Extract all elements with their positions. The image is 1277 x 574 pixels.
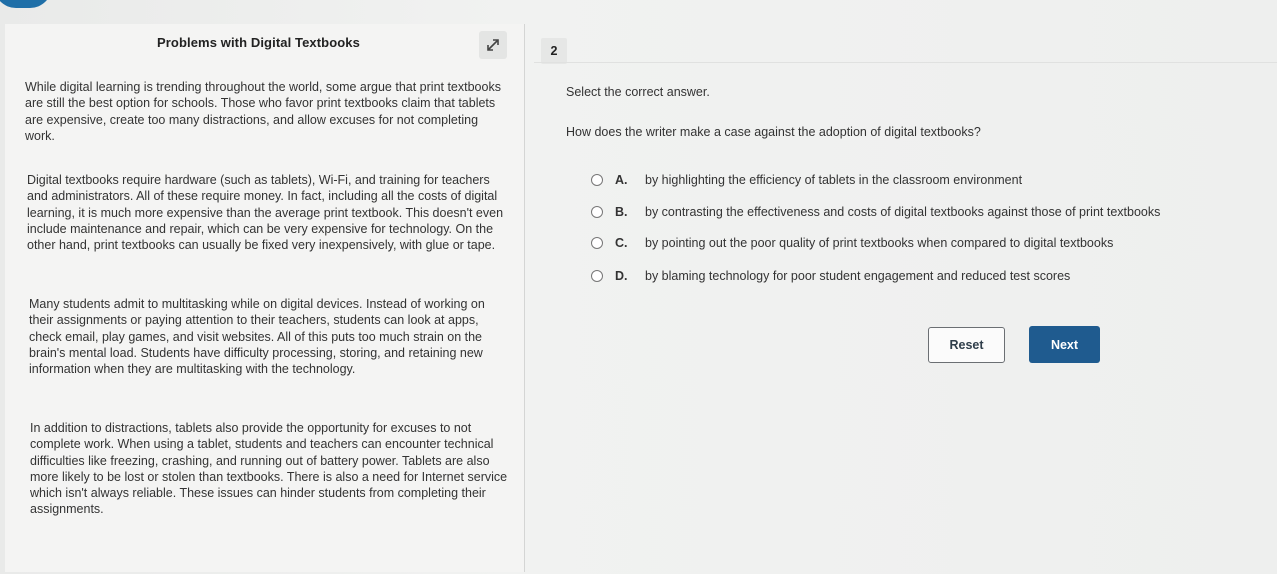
option-letter: A. [615,173,628,187]
question-number: 2 [541,38,567,64]
option-letter: C. [615,236,628,250]
passage-paragraph: While digital learning is trending throughout the world, some argue that print textbooks are still the best option for schools. Those who favor print textbooks claim that tablets are expensive, create too many distractions, and allow excuses for not completing work. [25,80,501,143]
passage-paragraph: Many students admit to multitasking while on digital devices. Instead of working on their assignments or paying attention to their teachers, students can look at apps, check email, play games, and visit websites. All of this puts too much strain on the brain's mental load. Students have difficulty processing, storing, and retaining new information when they are multitasking with the technology. [29,297,485,377]
passage-paragraph: Digital textbooks require hardware (such as tablets), Wi-Fi, and training for teachers and administrators. All of these require money. In fact, including all the costs of digital learning, it is much more expensive than the average print textbook. This doesn't even include maintenance and repair, which can be very expensive for technology. On the other hand, print textbooks can usually be fixed very inexpensively, with glue or tape. [27,173,504,253]
option-letter: B. [615,205,628,219]
option-letter: D. [615,269,628,283]
option-text[interactable]: by blaming technology for poor student engagement and reduced test scores [645,269,1071,283]
option-text[interactable]: by contrasting the effectiveness and costs of digital textbooks against those of print textbooks [645,205,1161,219]
tutor-avatar-edge [0,0,52,8]
answer-option-d[interactable] [591,267,1070,285]
answer-option-b[interactable] [591,203,1160,221]
expand-arrows-icon [483,35,503,55]
next-button[interactable]: Next [1029,326,1100,363]
radio-button[interactable] [591,206,603,218]
question-prompt: How does the writer make a case against the adoption of digital textbooks? [566,125,981,139]
radio-button[interactable] [591,174,603,186]
answer-option-a[interactable] [591,171,1022,189]
question-instruction: Select the correct answer. [566,85,710,99]
passage-paragraph: In addition to distractions, tablets also provide the opportunity for excuses to not complete work. When using a tablet, students and teachers can encounter technical difficulties like freezing, crashing, and running out of battery power. Tablets are also more likely to be lost or stolen than textbooks. There is also a need for Internet service which isn't always reliable. These issues can hinder students from completing their assignments. [30,421,508,517]
radio-button[interactable] [591,237,603,249]
passage-title: Problems with Digital Textbooks [157,35,360,50]
radio-button[interactable] [591,270,603,282]
option-text[interactable]: by highlighting the efficiency of tablets in the classroom environment [645,173,1023,187]
answer-option-c[interactable] [591,234,1113,252]
option-text[interactable]: by pointing out the poor quality of print textbooks when compared to digital textbooks [645,236,1114,250]
divider [534,62,1277,63]
reset-button[interactable]: Reset [928,327,1005,363]
expand-passage-button[interactable] [479,31,507,59]
